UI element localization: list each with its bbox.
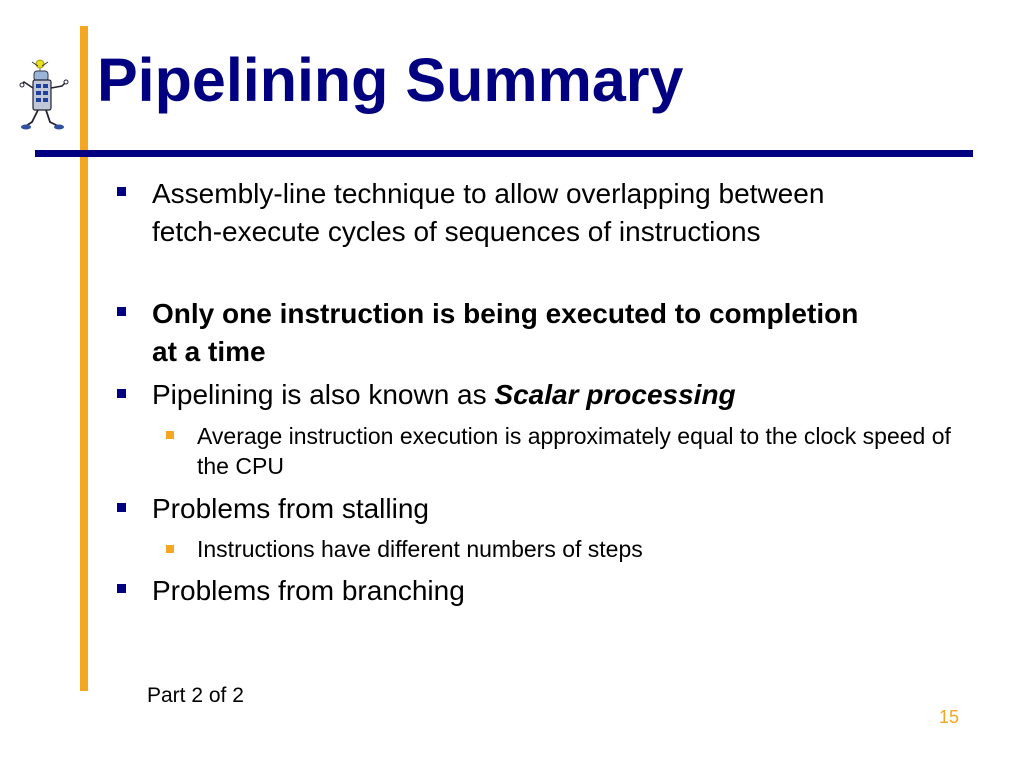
bullet-item: Only one instruction is being executed to completion at a time (152, 298, 859, 367)
sub-bullet-item: Instructions have different numbers of steps (197, 536, 643, 562)
bullet-marker (117, 389, 126, 398)
bullet-item (152, 376, 872, 414)
title-underline-rule (35, 150, 973, 157)
bullet-item: Assembly-line technique to allow overlapping between fetch-execute cycles of sequences of instructions (152, 178, 825, 247)
bullet-marker (117, 307, 126, 316)
sub-bullet-marker (166, 431, 174, 439)
robot-mascot-icon (18, 58, 70, 134)
slide-title: Pipelining Summary (97, 46, 684, 114)
bullet-marker (117, 503, 126, 512)
sub-bullet-marker (166, 545, 174, 553)
slide-footer: Part 2 of 2 (147, 684, 244, 707)
bullet-marker (117, 584, 126, 593)
emphasized-term: Scalar processing (494, 379, 736, 410)
bullet-item: Problems from branching (152, 575, 465, 606)
bullet-marker (117, 187, 126, 196)
bullet-item: Problems from stalling (152, 493, 429, 524)
accent-vertical-bar (80, 26, 88, 691)
bullet-text: Pipelining is also known as (152, 379, 495, 410)
sub-bullet-item: Average instruction execution is approximately equal to the clock speed of the CPU (197, 423, 951, 479)
page-number: 15 (939, 707, 960, 727)
